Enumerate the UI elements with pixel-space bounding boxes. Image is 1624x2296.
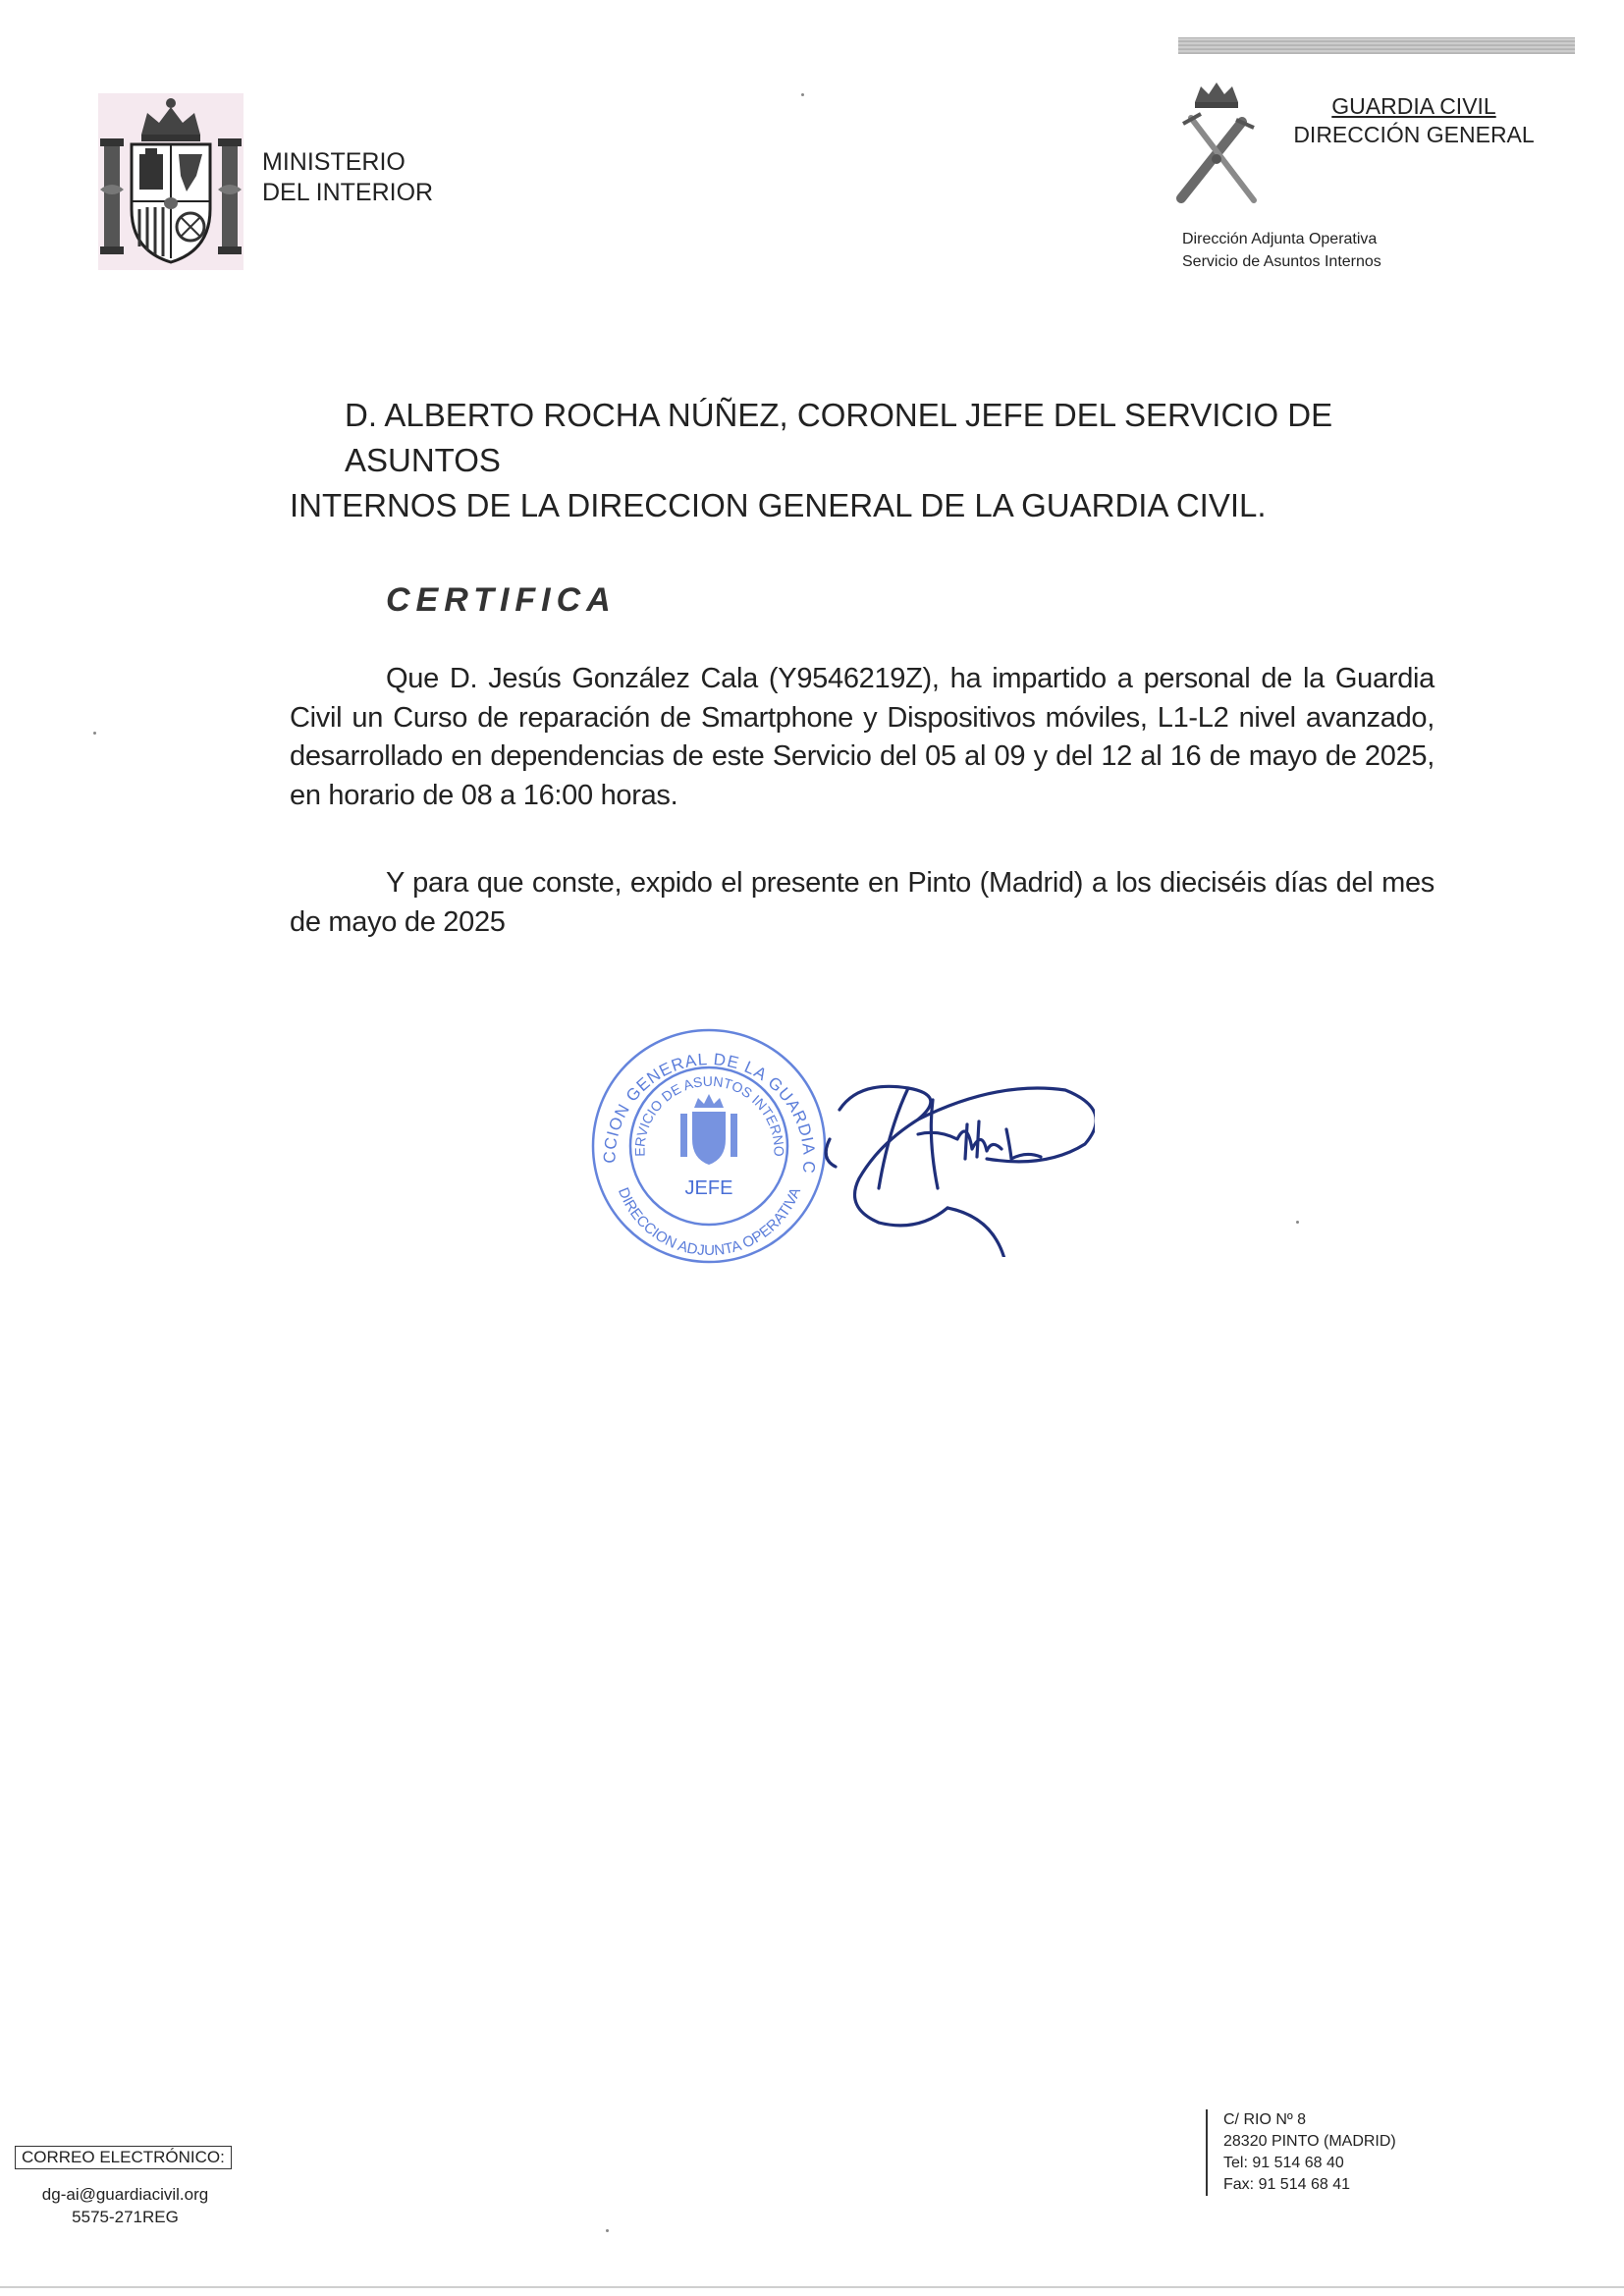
guardia-civil-emblem-icon (1171, 81, 1262, 208)
ministry-name-line: MINISTERIO (262, 148, 406, 176)
email-label: CORREO ELECTRÓNICO: (15, 2146, 232, 2169)
handwritten-signature (800, 1041, 1095, 1257)
stamp-center-text: JEFE (684, 1177, 733, 1199)
scan-speck (1296, 1221, 1299, 1224)
certificate-paragraph (290, 660, 1435, 815)
certifica-title: CERTIFICA (386, 581, 617, 619)
registry-reference: 5575-271REG (72, 2208, 179, 2226)
address-line: 28320 PINTO (MADRID) (1223, 2133, 1396, 2150)
phone-line: Tel: 91 514 68 40 (1223, 2155, 1344, 2171)
paragraph-text: Que D. Jesús González Cala (Y9546219Z), ha impartido a personal de la Guardia Civil un Curso de reparación de Smartphone y Dispositivos móviles, L1-L2 nivel avanzado, desarrollado en dependencias de este Servicio del 05 al 09 y del 12 al 16 de mayo de 2025, en horario de 08 a 16:00 horas. (290, 663, 1435, 811)
stamp-bottom-text: DIRECCION ADJUNTA OPERATIVA (614, 1184, 805, 1260)
guardia-civil-title: GUARDIA CIVIL (1331, 93, 1496, 119)
document-heading (290, 393, 1435, 528)
guardia-civil-subtitle: DIRECCIÓN GENERAL (1293, 122, 1535, 147)
email-address: dg-ai@guardiacivil.org (41, 2185, 209, 2204)
scan-speck (606, 2229, 609, 2232)
ministry-name-line: DEL INTERIOR (262, 179, 434, 206)
guardia-civil-header (1276, 92, 1551, 149)
address-line: C/ RIO Nº 8 (1223, 2111, 1307, 2128)
header-rule (1178, 37, 1575, 54)
heading-line: INTERNOS DE LA DIRECCION GENERAL DE LA GUARDIA CIVIL. (290, 487, 1267, 523)
bottom-rule (0, 2286, 1624, 2288)
fax-line: Fax: 91 514 68 41 (1223, 2176, 1350, 2193)
postal-address (1206, 2109, 1396, 2196)
heading-line: D. ALBERTO ROCHA NÚÑEZ, CORONEL JEFE DEL SERVICIO DE ASUNTOS (345, 397, 1333, 478)
department-lines (1182, 228, 1381, 273)
contact-info (20, 2183, 231, 2228)
stamp-inner-text: ERVICIO DE ASUNTOS INTERNO (631, 1072, 787, 1157)
department-line: Dirección Adjunta Operativa (1182, 231, 1378, 247)
official-stamp (584, 1021, 835, 1272)
ministry-name (262, 147, 433, 208)
scan-speck (93, 732, 96, 735)
scan-speck (801, 93, 804, 96)
spanish-coat-of-arms-icon (98, 93, 244, 270)
paragraph-text: Y para que conste, expido el presente en Pinto (Madrid) a los dieciséis días del mes de mayo de 2025 (290, 867, 1435, 938)
stamp-outer-text: CCION GENERAL DE LA GUARDIA C (600, 1050, 819, 1175)
department-line: Servicio de Asuntos Internos (1182, 253, 1381, 270)
closing-paragraph (290, 864, 1435, 942)
